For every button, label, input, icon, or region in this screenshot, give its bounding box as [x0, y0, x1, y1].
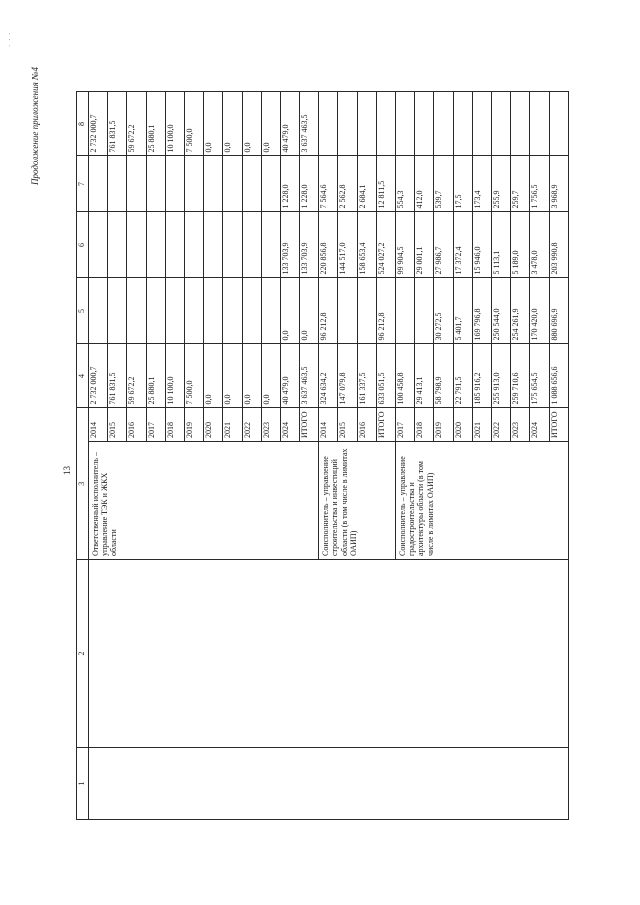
- regional-cell: 158 653,4: [357, 212, 376, 278]
- federal-cell: 880 696,9: [549, 278, 568, 344]
- local-cell: 1 228,0: [280, 156, 299, 212]
- regional-cell: [261, 212, 280, 278]
- year-cell: 2018: [165, 408, 184, 442]
- local-cell: 255,9: [491, 156, 510, 212]
- regional-cell: [223, 212, 242, 278]
- local-cell: 412,0: [415, 156, 434, 212]
- federal-cell: 170 420,0: [530, 278, 549, 344]
- total-cell: 175 654,5: [530, 344, 549, 408]
- local-cell: [146, 156, 165, 212]
- local-cell: 1 228,0: [300, 156, 319, 212]
- total-cell: 259 710,6: [511, 344, 530, 408]
- total-cell: 100 458,8: [396, 344, 415, 408]
- local-cell: 539,7: [434, 156, 453, 212]
- regional-cell: 17 372,4: [453, 212, 472, 278]
- appendix-label: Продолжение приложения №4: [30, 66, 40, 185]
- federal-cell: 96 212,8: [319, 278, 338, 344]
- federal-cell: [165, 278, 184, 344]
- federal-cell: [223, 278, 242, 344]
- local-cell: [261, 156, 280, 212]
- federal-cell: [338, 278, 357, 344]
- local-cell: [127, 156, 146, 212]
- federal-cell: [89, 278, 108, 344]
- column-number-row: [77, 92, 89, 820]
- regional-cell: 220 856,8: [319, 212, 338, 278]
- other-cell: 0,0: [261, 92, 280, 156]
- other-cell: [319, 92, 338, 156]
- regional-cell: 524 027,2: [376, 212, 395, 278]
- total-cell: 324 634,2: [319, 344, 338, 408]
- year-cell: 2024: [280, 408, 299, 442]
- year-cell: 2022: [242, 408, 261, 442]
- other-cell: 59 672,2: [127, 92, 146, 156]
- column-number: 2: [77, 560, 89, 748]
- local-cell: 7 564,6: [319, 156, 338, 212]
- other-cell: [491, 92, 510, 156]
- regional-cell: [165, 212, 184, 278]
- year-cell: 2022: [491, 408, 510, 442]
- total-cell: 633 051,5: [376, 344, 395, 408]
- other-cell: 25 880,1: [146, 92, 165, 156]
- year-cell: 2017: [396, 408, 415, 442]
- federal-cell: [261, 278, 280, 344]
- other-cell: [472, 92, 491, 156]
- responsible-cell: Соисполнитель – управление градостроительства и архитектуры области (в том числе в лимитах ОАИП): [396, 442, 569, 560]
- local-cell: 173,4: [472, 156, 491, 212]
- federal-cell: [184, 278, 203, 344]
- regional-cell: 15 946,0: [472, 212, 491, 278]
- year-cell: 2020: [453, 408, 472, 442]
- column-number: 6: [77, 212, 89, 278]
- year-cell: 2015: [108, 408, 127, 442]
- year-cell: 2017: [146, 408, 165, 442]
- total-cell: 22 791,5: [453, 344, 472, 408]
- year-cell: 2016: [127, 408, 146, 442]
- local-cell: 12 811,5: [376, 156, 395, 212]
- year-cell: 2014: [89, 408, 108, 442]
- budget-table: [76, 91, 569, 820]
- federal-cell: [108, 278, 127, 344]
- regional-cell: 27 986,7: [434, 212, 453, 278]
- federal-cell: [242, 278, 261, 344]
- regional-cell: 5 113,1: [491, 212, 510, 278]
- regional-cell: 5 189,0: [511, 212, 530, 278]
- other-cell: 3 637 463,5: [300, 92, 319, 156]
- column-number: 5: [77, 278, 89, 344]
- other-cell: [415, 92, 434, 156]
- regional-cell: [146, 212, 165, 278]
- regional-cell: 99 904,5: [396, 212, 415, 278]
- local-cell: 2 684,1: [357, 156, 376, 212]
- local-cell: [223, 156, 242, 212]
- local-cell: 17,5: [453, 156, 472, 212]
- federal-cell: [415, 278, 434, 344]
- local-cell: [242, 156, 261, 212]
- other-cell: 761 831,5: [108, 92, 127, 156]
- total-cell: 255 913,0: [491, 344, 510, 408]
- year-cell: 2021: [472, 408, 491, 442]
- regional-cell: [204, 212, 223, 278]
- page-number: 13: [62, 466, 72, 475]
- other-cell: [357, 92, 376, 156]
- other-cell: [453, 92, 472, 156]
- regional-cell: 144 517,0: [338, 212, 357, 278]
- local-cell: [89, 156, 108, 212]
- other-cell: 0,0: [204, 92, 223, 156]
- local-cell: [184, 156, 203, 212]
- total-cell: 147 079,8: [338, 344, 357, 408]
- regional-cell: 203 990,8: [549, 212, 568, 278]
- other-cell: [434, 92, 453, 156]
- local-cell: 2 562,8: [338, 156, 357, 212]
- regional-cell: [242, 212, 261, 278]
- local-cell: 259,7: [511, 156, 530, 212]
- column-number: 7: [77, 156, 89, 212]
- year-cell: ИТОГО: [549, 408, 568, 442]
- federal-cell: [396, 278, 415, 344]
- total-cell: 0,0: [261, 344, 280, 408]
- federal-cell: 0,0: [300, 278, 319, 344]
- year-cell: 2014: [319, 408, 338, 442]
- other-cell: [396, 92, 415, 156]
- year-cell: 2019: [184, 408, 203, 442]
- col1-cell: [89, 748, 569, 820]
- total-cell: 59 672,2: [127, 344, 146, 408]
- total-cell: 185 916,2: [472, 344, 491, 408]
- other-cell: 10 100,0: [165, 92, 184, 156]
- regional-cell: 133 703,9: [280, 212, 299, 278]
- column-number: 3: [77, 408, 89, 560]
- total-cell: 29 413,1: [415, 344, 434, 408]
- year-cell: 2015: [338, 408, 357, 442]
- federal-cell: 5 401,7: [453, 278, 472, 344]
- local-cell: 554,3: [396, 156, 415, 212]
- other-cell: 0,0: [223, 92, 242, 156]
- total-cell: 1 088 656,6: [549, 344, 568, 408]
- regional-cell: 29 001,1: [415, 212, 434, 278]
- column-number: 1: [77, 748, 89, 820]
- regional-cell: [108, 212, 127, 278]
- federal-cell: 254 261,9: [511, 278, 530, 344]
- other-cell: [549, 92, 568, 156]
- column-number: 8: [77, 92, 89, 156]
- federal-cell: [127, 278, 146, 344]
- year-cell: 2024: [530, 408, 549, 442]
- other-cell: 0,0: [242, 92, 261, 156]
- responsible-cell: Соисполнитель – управление строительства и инвестиций области (в том числе в лимитах ОАИП): [319, 442, 396, 560]
- year-cell: 2019: [434, 408, 453, 442]
- federal-cell: [204, 278, 223, 344]
- federal-cell: [357, 278, 376, 344]
- local-cell: 1 756,5: [530, 156, 549, 212]
- local-cell: 3 968,9: [549, 156, 568, 212]
- regional-cell: 3 478,0: [530, 212, 549, 278]
- total-cell: 2 732 000,7: [89, 344, 108, 408]
- total-cell: 40 479,0: [280, 344, 299, 408]
- col2-cell: [89, 560, 569, 748]
- federal-cell: 250 544,0: [491, 278, 510, 344]
- table-row: [89, 92, 108, 820]
- total-cell: 10 100,0: [165, 344, 184, 408]
- corner-mark: · · ·: [6, 31, 14, 47]
- year-cell: 2023: [261, 408, 280, 442]
- year-cell: 2020: [204, 408, 223, 442]
- other-cell: [530, 92, 549, 156]
- column-number: 4: [77, 344, 89, 408]
- total-cell: 3 637 463,5: [300, 344, 319, 408]
- other-cell: [511, 92, 530, 156]
- federal-cell: 0,0: [280, 278, 299, 344]
- other-cell: 2 732 000,7: [89, 92, 108, 156]
- total-cell: 58 798,9: [434, 344, 453, 408]
- total-cell: 761 831,5: [108, 344, 127, 408]
- other-cell: 40 479,0: [280, 92, 299, 156]
- regional-cell: 133 703,9: [300, 212, 319, 278]
- year-cell: ИТОГО: [376, 408, 395, 442]
- year-cell: 2016: [357, 408, 376, 442]
- local-cell: [165, 156, 184, 212]
- year-cell: 2018: [415, 408, 434, 442]
- total-cell: 0,0: [204, 344, 223, 408]
- other-cell: 7 500,0: [184, 92, 203, 156]
- local-cell: [108, 156, 127, 212]
- local-cell: [204, 156, 223, 212]
- total-cell: 161 337,5: [357, 344, 376, 408]
- federal-cell: 96 212,8: [376, 278, 395, 344]
- federal-cell: 169 796,8: [472, 278, 491, 344]
- regional-cell: [89, 212, 108, 278]
- year-cell: 2023: [511, 408, 530, 442]
- federal-cell: [146, 278, 165, 344]
- federal-cell: 30 272,5: [434, 278, 453, 344]
- total-cell: 0,0: [223, 344, 242, 408]
- total-cell: 7 500,0: [184, 344, 203, 408]
- total-cell: 25 880,1: [146, 344, 165, 408]
- other-cell: [338, 92, 357, 156]
- year-cell: 2021: [223, 408, 242, 442]
- other-cell: [376, 92, 395, 156]
- regional-cell: [127, 212, 146, 278]
- responsible-cell: Ответственный исполнитель – управление ТЭК и ЖКХ области: [89, 442, 319, 560]
- total-cell: 0,0: [242, 344, 261, 408]
- regional-cell: [184, 212, 203, 278]
- year-cell: ИТОГО: [300, 408, 319, 442]
